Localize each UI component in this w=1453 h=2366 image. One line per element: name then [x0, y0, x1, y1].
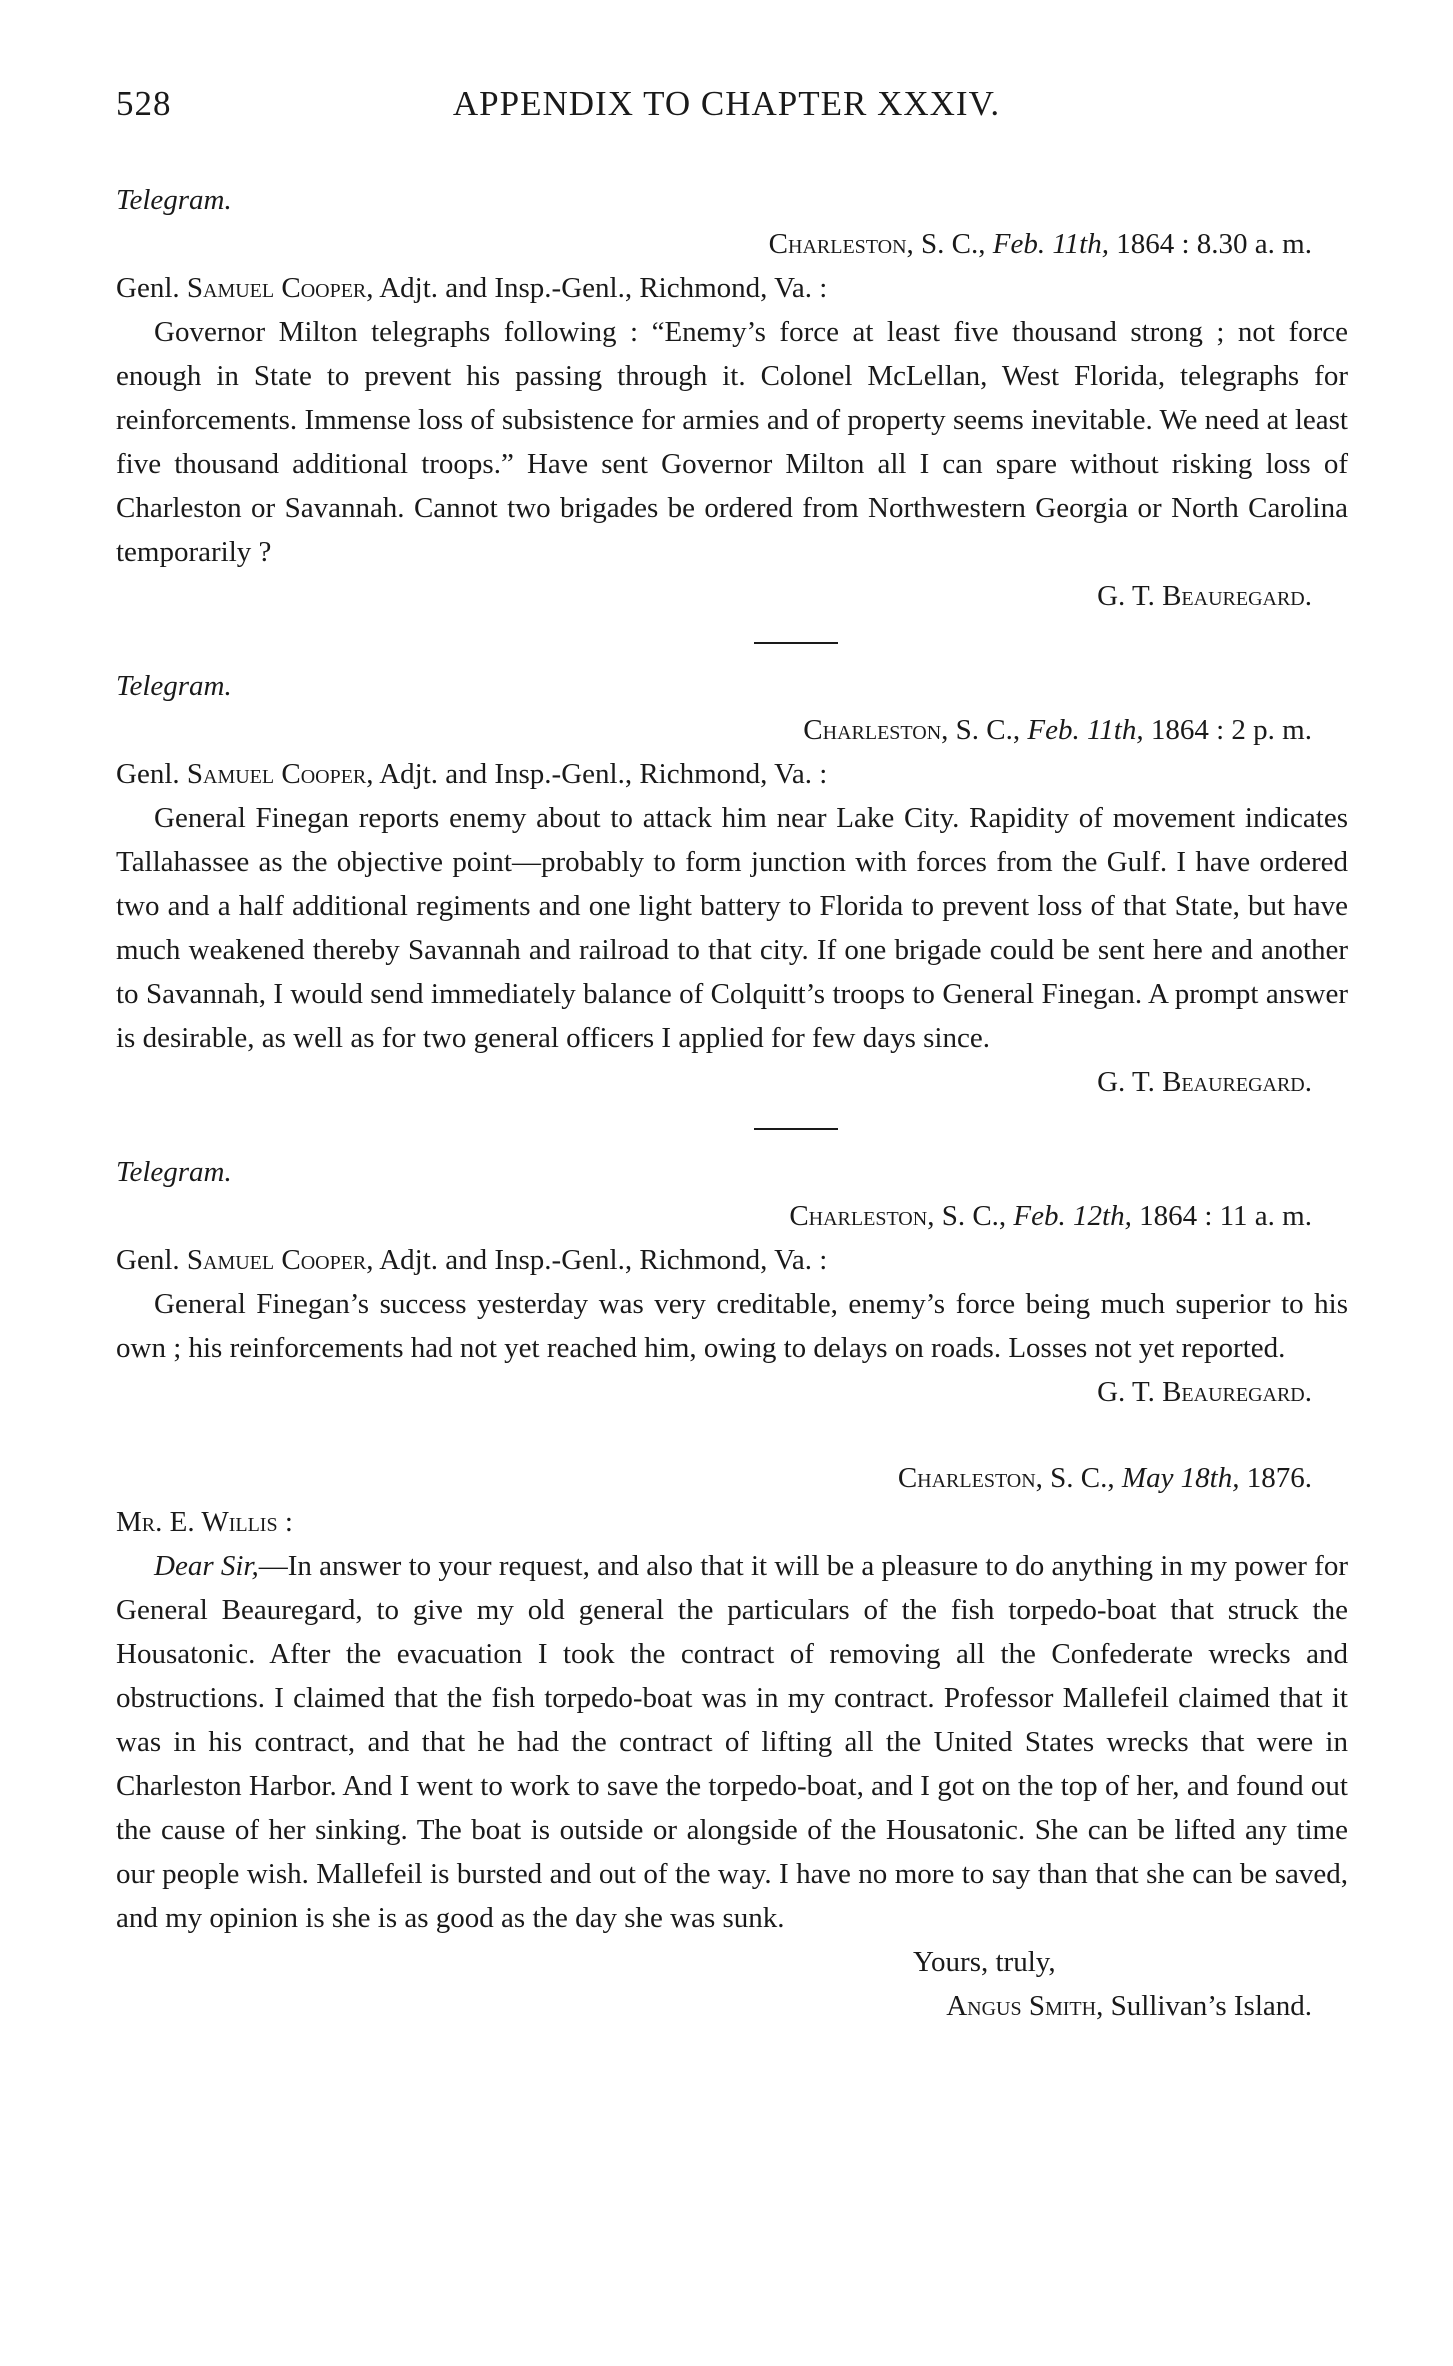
- telegram-body: General Finegan reports enemy about to attack him near Lake City. Rapidity of movement indicates Tallahassee as the objective point—probably to form junction with forces from the Gulf. I have ordered two and a half additional regiments and one light battery to Florida to prevent loss of that State, but have much weakened thereby Savannah and railroad to that city. If one brigade could be sent here and another to Savannah, I would send immediately balance of Colquitt’s troops to General Finegan. A prompt answer is desirable, as well as for two general officers I applied for few days since.: [116, 802, 1348, 1054]
- letter-salutation: Dear Sir,: [154, 1550, 259, 1582]
- telegram-label: Telegram.: [116, 1156, 232, 1188]
- letter-signature-name: Angus Smith,: [946, 1990, 1104, 2022]
- letter-addressee: Mr. E. Willis :: [116, 1506, 293, 1538]
- addressee-name: Samuel Cooper,: [186, 758, 374, 790]
- addressee-rest: Adjt. and Insp.-Genl., Richmond, Va. :: [379, 758, 828, 790]
- telegram-signature: G. T. Beauregard.: [1097, 1376, 1312, 1408]
- telegram-body: Governor Milton telegraphs following : “Enemy’s force at least five thousand strong ; not force enough in State to prevent his passing through it. Colonel McLellan, West Florida, telegraphs for reinforcements. Immense loss of subsistence for armies and of property seems inevitable. We need at least five thousand additional troops.” Have sent Governor Milton all I can spare without risking loss of Charleston or Savannah. Cannot two brigades be ordered from Northwestern Georgia or North Carolina temporarily ?: [116, 316, 1348, 568]
- telegram-signature: G. T. Beauregard.: [1097, 580, 1312, 612]
- dateline-date: Feb. 11th,: [992, 228, 1109, 260]
- dateline-date: Feb. 12th,: [1013, 1200, 1132, 1232]
- dateline-place: Charleston, S. C.,: [803, 714, 1021, 746]
- telegram-3: [116, 1150, 1348, 1414]
- telegram-label: Telegram.: [116, 670, 232, 702]
- telegram-addressee: [116, 752, 1348, 796]
- dateline-time: 1864 : 8.30 a. m.: [1116, 228, 1312, 260]
- letter-place: Charleston, S. C.,: [897, 1462, 1115, 1494]
- addressee-name: Samuel Cooper,: [186, 1244, 374, 1276]
- addressee-rank: Genl.: [116, 272, 180, 304]
- dateline-place: Charleston, S. C.,: [789, 1200, 1007, 1232]
- letter-body-text: —In answer to your request, and also that it will be a pleasure to do anything in my power for General Beauregard, to give my old general the particulars of the fish torpedo-boat that struck the Housatonic. After the evacuation I took the contract of removing all the Confederate wrecks and obstructions. I claimed that the fish torpedo-boat was in my contract. Professor Mallefeil claimed that it was in his contract, and that he had the contract of lifting all the United States wrecks that were in Charleston Harbor. And I went to work to save the torpedo-boat, and I got on the top of her, and found out the cause of her sinking. The boat is outside or alongside of the Housatonic. She can be lifted any time our people wish. Mallefeil is bursted and out of the way. I have no more to say than that she can be saved, and my opinion is she is as good as the day she was sunk.: [116, 1550, 1348, 1934]
- telegram-addressee: [116, 1238, 1348, 1282]
- letter-body: [116, 1544, 1348, 1940]
- page-header: [116, 84, 1337, 134]
- running-head: APPENDIX TO CHAPTER XXXIV.: [452, 84, 1001, 123]
- dateline-time: 1864 : 11 a. m.: [1139, 1200, 1312, 1232]
- telegram-label: Telegram.: [116, 184, 232, 216]
- telegram-2: [116, 664, 1348, 1104]
- telegram-addressee: [116, 266, 1348, 310]
- addressee-rank: Genl.: [116, 1244, 180, 1276]
- letter-date: May 18th,: [1121, 1462, 1240, 1494]
- letter-signature: [116, 1984, 1348, 2028]
- addressee-rest: Adjt. and Insp.-Genl., Richmond, Va. :: [379, 1244, 828, 1276]
- dateline-place: Charleston, S. C.,: [768, 228, 986, 260]
- letter-year: 1876.: [1246, 1462, 1312, 1494]
- dateline-date: Feb. 11th,: [1027, 714, 1144, 746]
- telegram-1: [116, 178, 1348, 618]
- telegram-dateline: [116, 708, 1348, 752]
- telegram-body: General Finegan’s success yesterday was very creditable, enemy’s force being much superior to his own ; his reinforcements had not yet reached him, owing to delays on roads. Losses not yet reported.: [116, 1288, 1348, 1364]
- page-content: [116, 178, 1348, 2028]
- telegram-dateline: [116, 1194, 1348, 1238]
- addressee-rank: Genl.: [116, 758, 180, 790]
- spacer: [116, 1414, 1348, 1456]
- section-divider: [754, 642, 838, 644]
- addressee-name: Samuel Cooper,: [186, 272, 374, 304]
- addressee-rest: Adjt. and Insp.-Genl., Richmond, Va. :: [379, 272, 828, 304]
- letter-closing-line: [116, 1940, 1348, 1984]
- letter: [116, 1456, 1348, 2028]
- telegram-signature: G. T. Beauregard.: [1097, 1066, 1312, 1098]
- page-number: 528: [116, 84, 172, 123]
- letter-signature-place: Sullivan’s Island.: [1110, 1990, 1312, 2022]
- dateline-time: 1864 : 2 p. m.: [1150, 714, 1312, 746]
- letter-closing: Yours, truly,: [913, 1946, 1056, 1978]
- section-divider: [754, 1128, 838, 1130]
- telegram-dateline: [116, 222, 1348, 266]
- letter-dateline: [116, 1456, 1348, 1500]
